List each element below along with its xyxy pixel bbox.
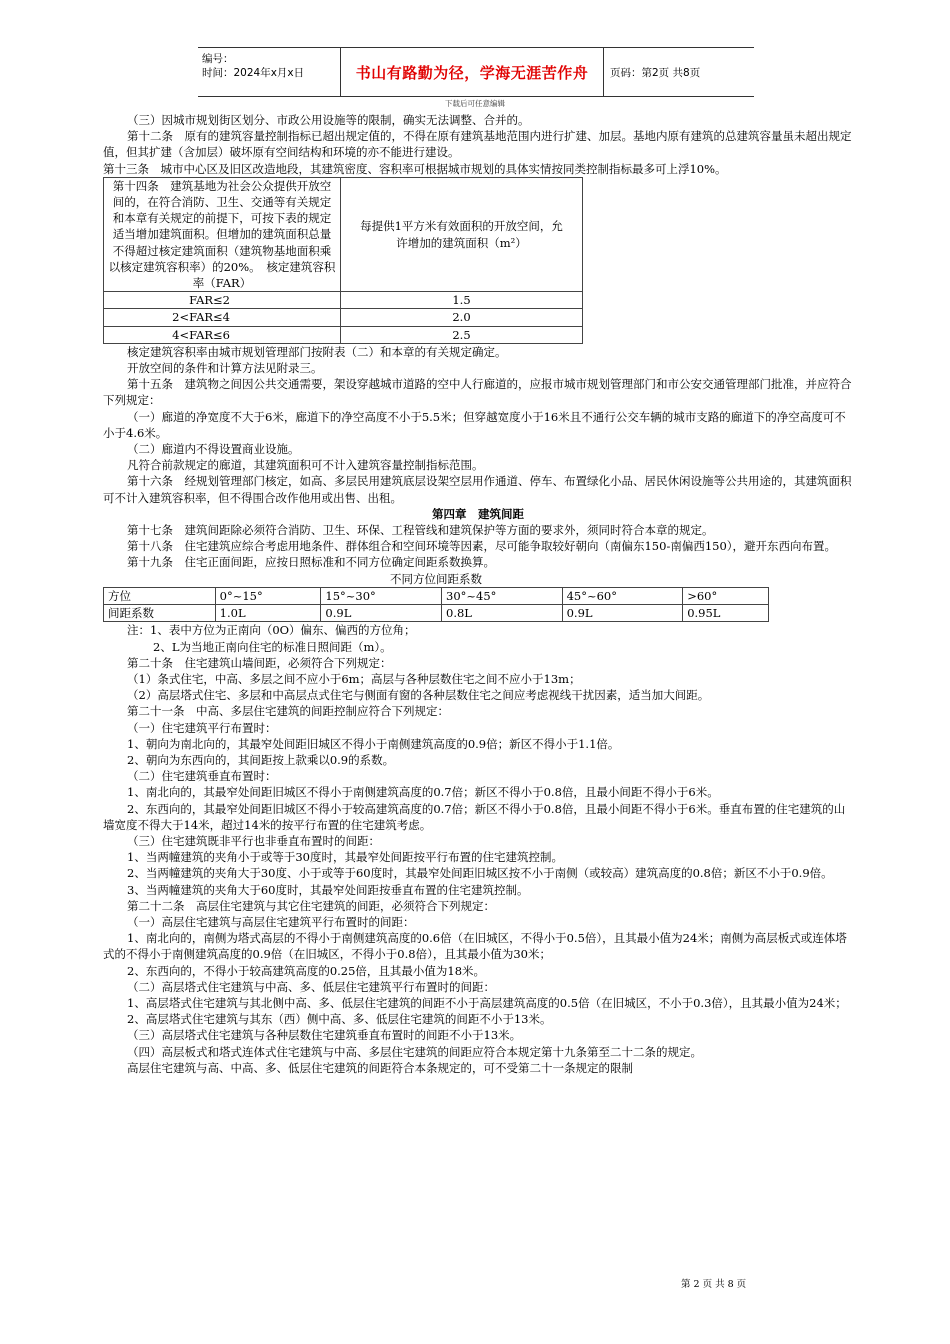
paragraph: 第二十一条 中高、多层住宅建筑的间距控制应符合下列规定：	[127, 704, 449, 719]
table2-cell: 方位	[104, 587, 216, 604]
paragraph: 1、当两幢建筑的夹角小于或等于30度时，其最窄处间距按平行布置的住宅建筑控制。	[127, 850, 563, 865]
paragraph: 第十七条 建筑间距除必须符合消防、卫生、环保、工程管线和建筑保护等方面的要求外，须同时符合本章的规定。	[127, 523, 714, 538]
table2-cell: 30°~45°	[442, 587, 563, 604]
paragraph: 第十六条 经规划管理部门核定，如高、多层民用建筑底层设架空层用作通道、停车、布置绿化小品、居民休闲设施等公共用途的，其建筑面积可不计入建筑容积率，但不得围合改作他用或出售、出租。	[103, 474, 852, 505]
paragraph: 1、朝向为南北向的，其最窄处间距旧城区不得小于南侧建筑高度的0.9倍；新区不得小于1.1倍。	[127, 736, 620, 751]
table2-cell: 1.0L	[215, 605, 321, 622]
paragraph: （二）高层塔式住宅建筑与中高、多、低层住宅建筑平行布置时的间距：	[127, 979, 495, 994]
paragraph: （四）高层板式和塔式连体式住宅建筑与中高、多层住宅建筑的间距应符合本规定第十九条第至二十二条的规定。	[127, 1044, 702, 1059]
table1-left-header: 第十四条 建筑基地为社会公众提供开放空间的，在符合消防、卫生、交通等有关规定和本章有关规定的前提下，可按下表的规定适当增加建筑面积。但增加的建筑面积总量不得超过核定建筑面积（建筑物基地面积乘以核定建筑容积率）的20%。 核定建筑容积率（FAR）	[104, 177, 341, 291]
paragraph: 核定建筑容积率由城市规划管理部门按附表（二）和本章的有关规定确定。	[127, 344, 507, 359]
paragraph: 2、高层塔式住宅建筑与其东（西）侧中高、多、低层住宅建筑的间距不小于13米。	[127, 1012, 552, 1027]
subheader-note: 下载后可任意编辑	[445, 99, 505, 108]
paragraph: 第十二条 原有的建筑容量控制指标已超出规定值的，不得在原有建筑基地范围内进行扩建、加层。基地内原有建筑的总建筑容量虽未超出规定值，但其扩建（含加层）破坏原有空间结构和环境的亦不能进行建设。	[103, 129, 852, 160]
paragraph: （三）住宅建筑既非平行也非垂直布置时的间距：	[127, 833, 380, 848]
paragraph: 开放空间的条件和计算方法见附录三。	[127, 361, 323, 376]
table1-val: 2.0	[341, 309, 583, 326]
note: 2、L为当地正南向住宅的标准日照间距（m）。	[153, 639, 392, 654]
table2-cell: >60°	[683, 587, 769, 604]
table1-val: 2.5	[341, 326, 583, 343]
table2-cell: 0.8L	[442, 605, 563, 622]
open-space-table	[103, 177, 583, 344]
paragraph: 2、东西向的，其最窄处间距旧城区不得小于较高建筑高度的0.7倍；新区不得小于0.8倍，且最小间距不得小于6米。垂直布置的住宅建筑的山墙宽度不得大于14米，超过14米的按平行布置的住宅建筑考虑。	[103, 801, 846, 832]
paragraph: 1、南北向的，其最窄处间距旧城区不得小于南侧建筑高度的0.7倍；新区不得小于0.8倍，且最小间距不得小于6米。	[127, 785, 719, 800]
paragraph: 1、南北向的，南侧为塔式高层的不得小于南侧建筑高度的0.6倍（在旧城区，不得小于0.5倍），且其最小值为24米；南侧为高层板式或连体塔式的不得小于南侧建筑高度的0.9倍（在旧城区，不得小于0.8倍），且其最小值为30米；	[103, 931, 847, 962]
paragraph: 高层住宅建筑与高、中高、多、低层住宅建筑的间距符合本条规定的，可不受第二十一条规定的限制	[127, 1060, 633, 1075]
paragraph: （二）住宅建筑垂直布置时：	[127, 769, 277, 784]
header-page-label: 页码：第2页 共8页	[610, 66, 701, 79]
number-label: 编号：	[202, 53, 234, 65]
table1-val: 1.5	[341, 292, 583, 309]
paragraph: （一）廊道的净宽度不大于6米，廊道下的净空高度不小于5.5米；但穿越宽度小于16米且不通行公交车辆的城市支路的廊道下的净空高度可不小于4.6米。	[103, 409, 846, 440]
spacing-coefficient-table	[103, 587, 769, 622]
paragraph: 第十九条 住宅正面间距，应按日照标准和不同方位确定间距系数换算。	[127, 555, 495, 570]
paragraph: 第二十二条 高层住宅建筑与其它住宅建筑的间距，必须符合下列规定：	[127, 898, 495, 913]
paragraph: 凡符合前款规定的廊道，其建筑面积可不计入建筑容量控制指标范围。	[127, 458, 484, 473]
table2-title: 不同方位间距系数	[390, 571, 482, 586]
paragraph: （2）高层塔式住宅、多层和中高层点式住宅与侧面有窗的各种层数住宅之间应考虑视线干扰因素，适当加大间距。	[127, 688, 710, 703]
table1-far: 2<FAR≤4	[104, 309, 341, 326]
table1-far: 4<FAR≤6	[104, 326, 341, 343]
paragraph: 2、东西向的，不得小于较高建筑高度的0.25倍，且其最小值为18米。	[127, 963, 486, 978]
note: 注：1、表中方位为正南向（0O）偏东、偏西的方位角；	[127, 623, 416, 638]
header-motto: 书山有路勤为径，学海无涯苦作舟	[340, 48, 604, 96]
paragraph: （1）条式住宅，中高、多层之间不应小于6m；高层与各种层数住宅之间不应小于13m；	[127, 671, 581, 686]
paragraph: （三）高层塔式住宅建筑与各种层数住宅建筑垂直布置时的间距不小于13米。	[127, 1028, 522, 1043]
chapter-title: 第四章 建筑间距	[432, 506, 524, 521]
table2-cell: 15°~30°	[321, 587, 442, 604]
header-meta	[198, 48, 340, 96]
table2-cell: 0.95L	[683, 605, 769, 622]
table2-cell: 0°~15°	[215, 587, 321, 604]
date-label: 时间：2024年x月x日	[202, 67, 305, 79]
page-footer: 第 2 页 共 8 页	[681, 1279, 747, 1290]
paragraph: （二）廊道内不得设置商业设施。	[127, 442, 300, 457]
table1-far: FAR≤2	[104, 292, 341, 309]
table2-cell: 0.9L	[321, 605, 442, 622]
paragraph: （一）高层住宅建筑与高层住宅建筑平行布置时的间距：	[127, 914, 415, 929]
document-body	[103, 112, 853, 1076]
paragraph: 第二十条 住宅建筑山墙间距，必须符合下列规定：	[127, 655, 392, 670]
paragraph: 3、当两幢建筑的夹角大于60度时，其最窄处间距按垂直布置的住宅建筑控制。	[127, 882, 529, 897]
table2-cell: 45°~60°	[562, 587, 683, 604]
table2-cell: 0.9L	[562, 605, 683, 622]
paragraph: 第十八条 住宅建筑应综合考虑用地条件、群体组合和空间环境等因素，尽可能争取较好朝向（南偏东150-南偏西150），避开东西向布置。	[127, 539, 837, 554]
page-header	[198, 47, 754, 97]
paragraph: 2、当两幢建筑的夹角大于30度、小于或等于60度时，其最窄处间距旧城区按不小于南侧（或较高）建筑高度的0.8倍；新区不小于0.9倍。	[127, 866, 833, 881]
paragraph: 1、高层塔式住宅建筑与其北侧中高、多、低层住宅建筑的间距不小于高层建筑高度的0.5倍（在旧城区，不小于0.3倍），且其最小值为24米；	[127, 995, 847, 1010]
paragraph: 2、朝向为东西向的，其间距按上款乘以0.9的系数。	[127, 752, 395, 767]
paragraph: （一）住宅建筑平行布置时：	[127, 720, 277, 735]
paragraph: 第十五条 建筑物之间因公共交通需要，架设穿越城市道路的空中人行廊道的，应报市城市规划管理部门和市公安交通管理部门批准，并应符合下列规定：	[103, 377, 852, 408]
paragraph: （三）因城市规划街区划分、市政公用设施等的限制，确实无法调整、合并的。	[127, 113, 530, 127]
paragraph: 第十三条 城市中心区及旧区改造地段，其建筑密度、容积率可根据城市规划的具体实情按同类控制指标最多可上浮10%。	[103, 161, 727, 176]
table1-right-header: 每提供1平方米有效面积的开放空间，允许增加的建筑面积（m²）	[341, 177, 583, 291]
table2-cell: 间距系数	[104, 605, 216, 622]
